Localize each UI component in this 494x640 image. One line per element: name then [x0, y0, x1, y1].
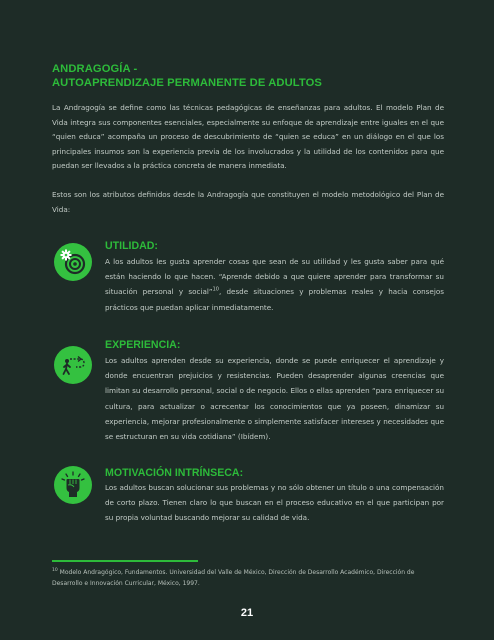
title-line-2: AUTOAPRENDIZAJE PERMANENTE DE ADULTOS [52, 77, 322, 89]
section-title-utilidad: UTILIDAD: [105, 240, 158, 252]
walking-person-path-icon [54, 346, 92, 384]
section-title-experiencia: EXPERIENCIA: [105, 339, 181, 351]
intro-paragraph: La Andragogía se define como las técnicas pedagógicas de enseñanzas para adultos. El modelo Plan de Vida integra sus componentes esenciales, especialmente su enfoque de aprendizaje entre iguales en el que “quien educa” acompaña un proceso de descubrimiento de “quien se educa” en un diálogo en el que los principales insumos son la experiencia previa de los involucrados y la utilidad de los contenidos para que puedan ser llevados a la práctica concreta de manera inmediata. [52, 103, 444, 171]
page-title [52, 62, 322, 90]
section-text-utilidad-part1: A los adultos les gusta aprender cosas que sean de su utilidad y les gusta saber para qué están haciendo lo que hacen. “Aprende debido a que quiere aprender para transformar su situación personal y social” [105, 257, 444, 297]
section-text-experiencia: Los adultos aprenden desde su experiencia, donde se puede enriquecer el aprendizaje y donde encuentran prejuicios y resistencias. Pueden desaprender algunas creencias que limitan su desarrollo personal, social o de negocio. Ellos o ellas aprenden “para enriquecer su cultura, para actualizar o acrecentar los conocimientos que ya poseen, dinamizar su experiencia, mejorar profesionalmente o simplemente satisfacer intereses y necesidades que se estructuran en su vida cotidiana” (Ibídem). [105, 356, 444, 442]
section-title-motivacion: MOTIVACIÓN INTRÍNSECA: [105, 467, 244, 479]
title-line-1: ANDRAGOGÍA - [52, 63, 138, 75]
raised-fist-icon [54, 466, 92, 504]
page-number: 21 [240, 607, 254, 619]
section-text-motivacion: Los adultos buscan solucionar sus problemas y no sólo obtener un título o una compensación de corto plazo. Tienen claro lo que buscan en el proceso educativo en el que participan por su propia voluntad buscando mejorar su calidad de vida. [105, 483, 444, 523]
footnote-ref: 10 [212, 287, 219, 294]
footnote-divider [52, 560, 198, 562]
section-text-utilidad-part2: , desde situaciones y problemas reales y hacia consejos prácticos que puedan aplicar inmediatamente. [105, 287, 444, 312]
footnote-text: Modelo Andragógico, Fundamentos. Universidad del Valle de México, Dirección de Desarrollo Académico, Dirección de Desarrollo e Innovación Curricular, México, 1997. [52, 569, 415, 587]
attributes-intro-paragraph: Estos son los atributos definidos desde la Andragogía que constituyen el modelo metodológico del Plan de Vida: [52, 190, 444, 214]
gear-target-icon [54, 243, 92, 281]
footnote [52, 567, 444, 589]
footnote-number: 10 [52, 568, 58, 573]
section-text-utilidad [105, 254, 444, 315]
